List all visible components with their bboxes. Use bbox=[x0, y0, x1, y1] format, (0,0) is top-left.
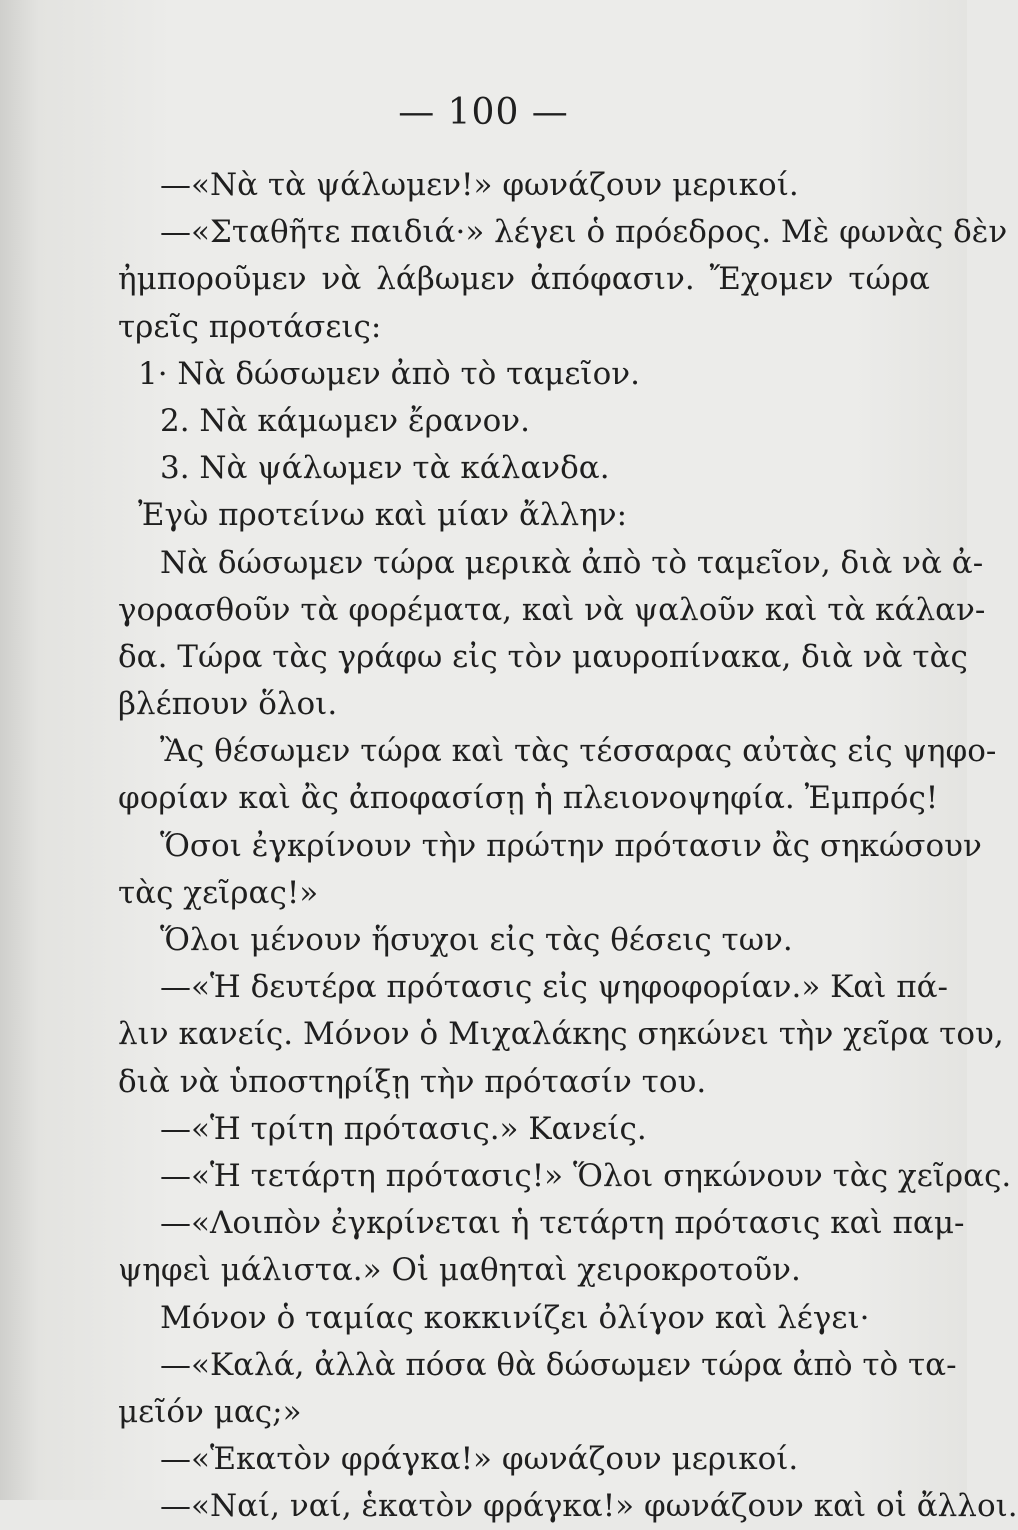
text-line: ἠμποροῦμεν νὰ λάβωμεν ἀπόφασιν. Ἔχομεν τώρα bbox=[118, 261, 930, 298]
text-line: Ἂς θέσωμεν τώρα καὶ τὰς τέσσαρας αὐτὰς εἰς ψηφο- bbox=[160, 733, 997, 770]
text-line: βλέπουν ὅλοι. bbox=[118, 686, 338, 723]
text-line: —«Ἡ δευτέρα πρότασις εἰς ψηφοφορίαν.» Καὶ πά- bbox=[160, 969, 949, 1006]
page-number: — 100 — bbox=[398, 92, 569, 133]
text-line: Ἐγὼ προτείνω καὶ μίαν ἄλλην: bbox=[138, 497, 628, 534]
text-line: 3. Νὰ ψάλωμεν τὰ κάλανδα. bbox=[160, 450, 610, 487]
text-line: Μόνον ὁ ταμίας κοκκινίζει ὀλίγον καὶ λέγει· bbox=[160, 1299, 870, 1336]
text-line: γορασθοῦν τὰ φορέματα, καὶ νὰ ψαλοῦν καὶ τὰ κάλαν- bbox=[118, 591, 986, 628]
text-line: μεῖόν μας;» bbox=[118, 1393, 302, 1430]
text-line: διὰ νὰ ὑποστηρίξῃ τὴν πρότασίν του. bbox=[118, 1063, 707, 1100]
text-line: —«Ἡ τρίτη πρότασις.» Κανείς. bbox=[160, 1110, 647, 1147]
text-line: —«Λοιπὸν ἐγκρίνεται ἡ τετάρτη πρότασις καὶ παμ- bbox=[160, 1205, 965, 1242]
text-line: —«Σταθῆτε παιδιά·» λέγει ὁ πρόεδρος. Μὲ φωνὰς δὲν bbox=[160, 214, 1008, 251]
text-line: —«Καλά, ἀλλὰ πόσα θὰ δώσωμεν τώρα ἀπὸ τὸ τα- bbox=[160, 1346, 957, 1383]
text-line: 1· Νὰ δώσωμεν ἀπὸ τὸ ταμεῖον. bbox=[138, 355, 640, 392]
text-line: —«Νὰ τὰ ψάλωμεν!» φωνάζουν μερικοί. bbox=[160, 167, 799, 203]
text-line: Ὅσοι ἐγκρίνουν τὴν πρώτην πρότασιν ἂς σηκώσουν bbox=[160, 827, 982, 864]
text-line: Ὅλοι μένουν ἥσυχοι εἰς τὰς θέσεις των. bbox=[160, 922, 793, 958]
text-line: ψηφεὶ μάλιστα.» Οἱ μαθηταὶ χειροκροτοῦν. bbox=[118, 1252, 801, 1289]
text-line: —«Ἡ τετάρτη πρότασις!» Ὅλοι σηκώνουν τὰς χεῖρας. bbox=[160, 1157, 1012, 1194]
text-line: —«Ναί, ναί, ἑκατὸν φράγκα!» φωνάζουν καὶ οἱ ἄλλοι. bbox=[160, 1488, 1018, 1525]
text-line: —«Ἑκατὸν φράγκα!» φωνάζουν μερικοί. bbox=[160, 1441, 799, 1478]
text-line: δα. Τώρα τὰς γράφω εἰς τὸν μαυροπίνακα, διὰ νὰ τὰς bbox=[118, 638, 968, 675]
text-line: 2. Νὰ κάμωμεν ἔρανον. bbox=[160, 402, 530, 439]
text-line: λιν κανείς. Μόνον ὁ Μιχαλάκης σηκώνει τὴν χεῖρα του, bbox=[118, 1016, 1004, 1053]
text-line: Νὰ δώσωμεν τώρα μερικὰ ἀπὸ τὸ ταμεῖον, διὰ νὰ ἀ- bbox=[160, 544, 984, 581]
text-line: φορίαν καὶ ἂς ἀποφασίσῃ ἡ πλειονοψηφία. Ἐμπρός! bbox=[118, 780, 939, 817]
page-text bbox=[118, 162, 1018, 1530]
text-line: τὰς χεῖρας!» bbox=[118, 874, 319, 911]
text-line: τρεῖς προτάσεις: bbox=[118, 308, 382, 345]
